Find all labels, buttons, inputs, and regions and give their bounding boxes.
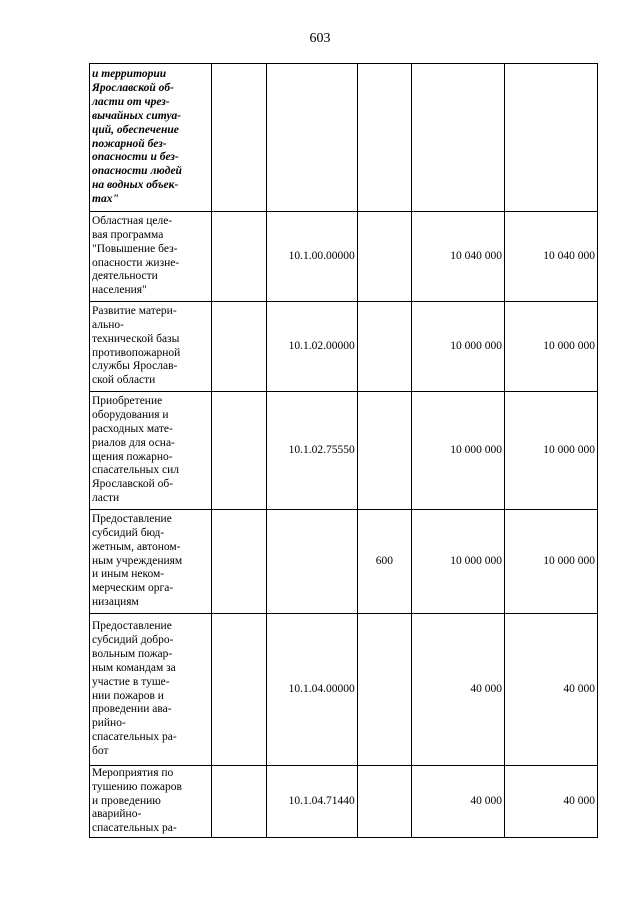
table-row bbox=[90, 766, 598, 838]
row-name-cell bbox=[90, 614, 212, 766]
row-name-line: участие в туше- bbox=[92, 675, 170, 688]
row-admin-cell bbox=[211, 64, 266, 212]
row-name-line: вычайных ситуа- bbox=[92, 109, 182, 122]
table-row bbox=[90, 212, 598, 302]
row-name-line: населения" bbox=[92, 284, 147, 297]
row-sum-2017-cell bbox=[504, 64, 597, 212]
row-expense-type-cell: 600 bbox=[357, 510, 411, 614]
row-name-line: спасательных ра- bbox=[92, 731, 177, 744]
row-name-line: тах" bbox=[92, 193, 119, 206]
row-expense-type-cell bbox=[357, 392, 411, 510]
row-name-cell bbox=[90, 766, 212, 838]
row-name-line: аварийно- bbox=[92, 808, 142, 821]
row-name-line: вая программа bbox=[92, 228, 164, 241]
row-name-line: опасности жизне- bbox=[92, 256, 180, 269]
row-name-line: ласти bbox=[92, 492, 120, 505]
row-name-line: щения пожарно- bbox=[92, 450, 173, 463]
row-expense-type-cell bbox=[357, 766, 411, 838]
row-sum-2017-cell: 10 040 000 bbox=[504, 212, 597, 302]
row-name-line: "Повышение без- bbox=[92, 242, 178, 255]
row-name-line: ально- bbox=[92, 318, 124, 331]
row-name-line: ласти от чрез- bbox=[92, 95, 170, 108]
row-sum-2016-cell: 40 000 bbox=[411, 614, 504, 766]
row-admin-cell bbox=[211, 766, 266, 838]
row-name-cell bbox=[90, 510, 212, 614]
row-name-line: Предоставление bbox=[92, 512, 172, 525]
row-sum-2016-cell: 10 000 000 bbox=[411, 302, 504, 392]
row-code-cell bbox=[266, 64, 357, 212]
row-name-cell bbox=[90, 212, 212, 302]
row-expense-type-cell bbox=[357, 302, 411, 392]
row-sum-2017-cell: 10 000 000 bbox=[504, 392, 597, 510]
table-row bbox=[90, 392, 598, 510]
row-name-line: пожарной без- bbox=[92, 137, 167, 150]
row-name-line: и территории bbox=[92, 67, 167, 80]
row-name-line: Предоставление bbox=[92, 619, 172, 632]
row-expense-type-cell bbox=[357, 64, 411, 212]
row-name-line: проведении ава- bbox=[92, 703, 172, 716]
row-name-line: вольным пожар- bbox=[92, 647, 173, 660]
row-name-line: технической базы bbox=[92, 332, 180, 345]
row-code-cell: 10.1.04.71440 bbox=[266, 766, 357, 838]
row-name-line: и иным неком- bbox=[92, 568, 165, 581]
budget-table bbox=[89, 63, 598, 838]
row-name-cell bbox=[90, 302, 212, 392]
page-number: 603 bbox=[309, 31, 331, 46]
row-name-line: нии пожаров и bbox=[92, 689, 164, 702]
row-code-cell: 10.1.04.00000 bbox=[266, 614, 357, 766]
budget-table-body bbox=[90, 64, 598, 838]
row-name-line: мерческим орга- bbox=[92, 582, 174, 595]
row-name-line: спасательных ра- bbox=[92, 822, 177, 835]
row-admin-cell bbox=[211, 392, 266, 510]
row-name-line: Областная целе- bbox=[92, 214, 173, 227]
row-sum-2016-cell: 10 000 000 bbox=[411, 392, 504, 510]
row-name-line: рийно- bbox=[92, 717, 126, 730]
row-name-line: Приобретение bbox=[92, 394, 163, 407]
row-name-line: противопожарной bbox=[92, 346, 181, 359]
row-name-line: спасательных сил bbox=[92, 464, 180, 477]
row-name-line: низациям bbox=[92, 596, 139, 609]
row-name-line: деятельности bbox=[92, 270, 158, 283]
row-admin-cell bbox=[211, 302, 266, 392]
row-code-cell: 10.1.02.75550 bbox=[266, 392, 357, 510]
row-name-line: субсидий бюд- bbox=[92, 526, 165, 539]
row-admin-cell bbox=[211, 510, 266, 614]
row-name-line: Развитие матери- bbox=[92, 304, 177, 317]
row-name-line: ным командам за bbox=[92, 661, 176, 674]
table-row bbox=[90, 302, 598, 392]
table-row bbox=[90, 64, 598, 212]
row-name-line: расходных мате- bbox=[92, 422, 173, 435]
row-sum-2016-cell: 40 000 bbox=[411, 766, 504, 838]
row-name-cell bbox=[90, 64, 212, 212]
row-expense-type-cell bbox=[357, 212, 411, 302]
row-name-line: жетным, автоном- bbox=[92, 540, 181, 553]
row-name-line: опасности и без- bbox=[92, 151, 179, 164]
table-row bbox=[90, 614, 598, 766]
row-name-line: тушению пожаров bbox=[92, 780, 182, 793]
row-name-line: на водных объек- bbox=[92, 179, 179, 192]
row-name-line: и проведению bbox=[92, 794, 161, 807]
row-admin-cell bbox=[211, 212, 266, 302]
row-sum-2016-cell bbox=[411, 64, 504, 212]
row-sum-2017-cell: 10 000 000 bbox=[504, 302, 597, 392]
row-name-line: ным учреждениям bbox=[92, 554, 183, 567]
row-name-line: службы Ярослав- bbox=[92, 360, 178, 373]
row-name-line: опасности людей bbox=[92, 165, 182, 178]
row-name-line: оборудования и bbox=[92, 408, 169, 421]
row-admin-cell bbox=[211, 614, 266, 766]
row-name-line: ской области bbox=[92, 374, 156, 387]
row-name-line: бот bbox=[92, 745, 109, 758]
row-name-line: Ярославской об- bbox=[92, 81, 174, 94]
row-code-cell bbox=[266, 510, 357, 614]
row-sum-2017-cell: 40 000 bbox=[504, 614, 597, 766]
row-name-line: ций, обеспечение bbox=[92, 123, 179, 136]
row-sum-2016-cell: 10 040 000 bbox=[411, 212, 504, 302]
row-code-cell: 10.1.00.00000 bbox=[266, 212, 357, 302]
row-name-line: Ярославской об- bbox=[92, 478, 174, 491]
row-name-cell bbox=[90, 392, 212, 510]
row-name-line: Мероприятия по bbox=[92, 766, 174, 779]
row-name-line: риалов для осна- bbox=[92, 436, 175, 449]
row-sum-2016-cell: 10 000 000 bbox=[411, 510, 504, 614]
table-row bbox=[90, 510, 598, 614]
row-name-line: субсидий добро- bbox=[92, 633, 174, 646]
row-sum-2017-cell: 40 000 bbox=[504, 766, 597, 838]
row-sum-2017-cell: 10 000 000 bbox=[504, 510, 597, 614]
row-code-cell: 10.1.02.00000 bbox=[266, 302, 357, 392]
row-expense-type-cell bbox=[357, 614, 411, 766]
